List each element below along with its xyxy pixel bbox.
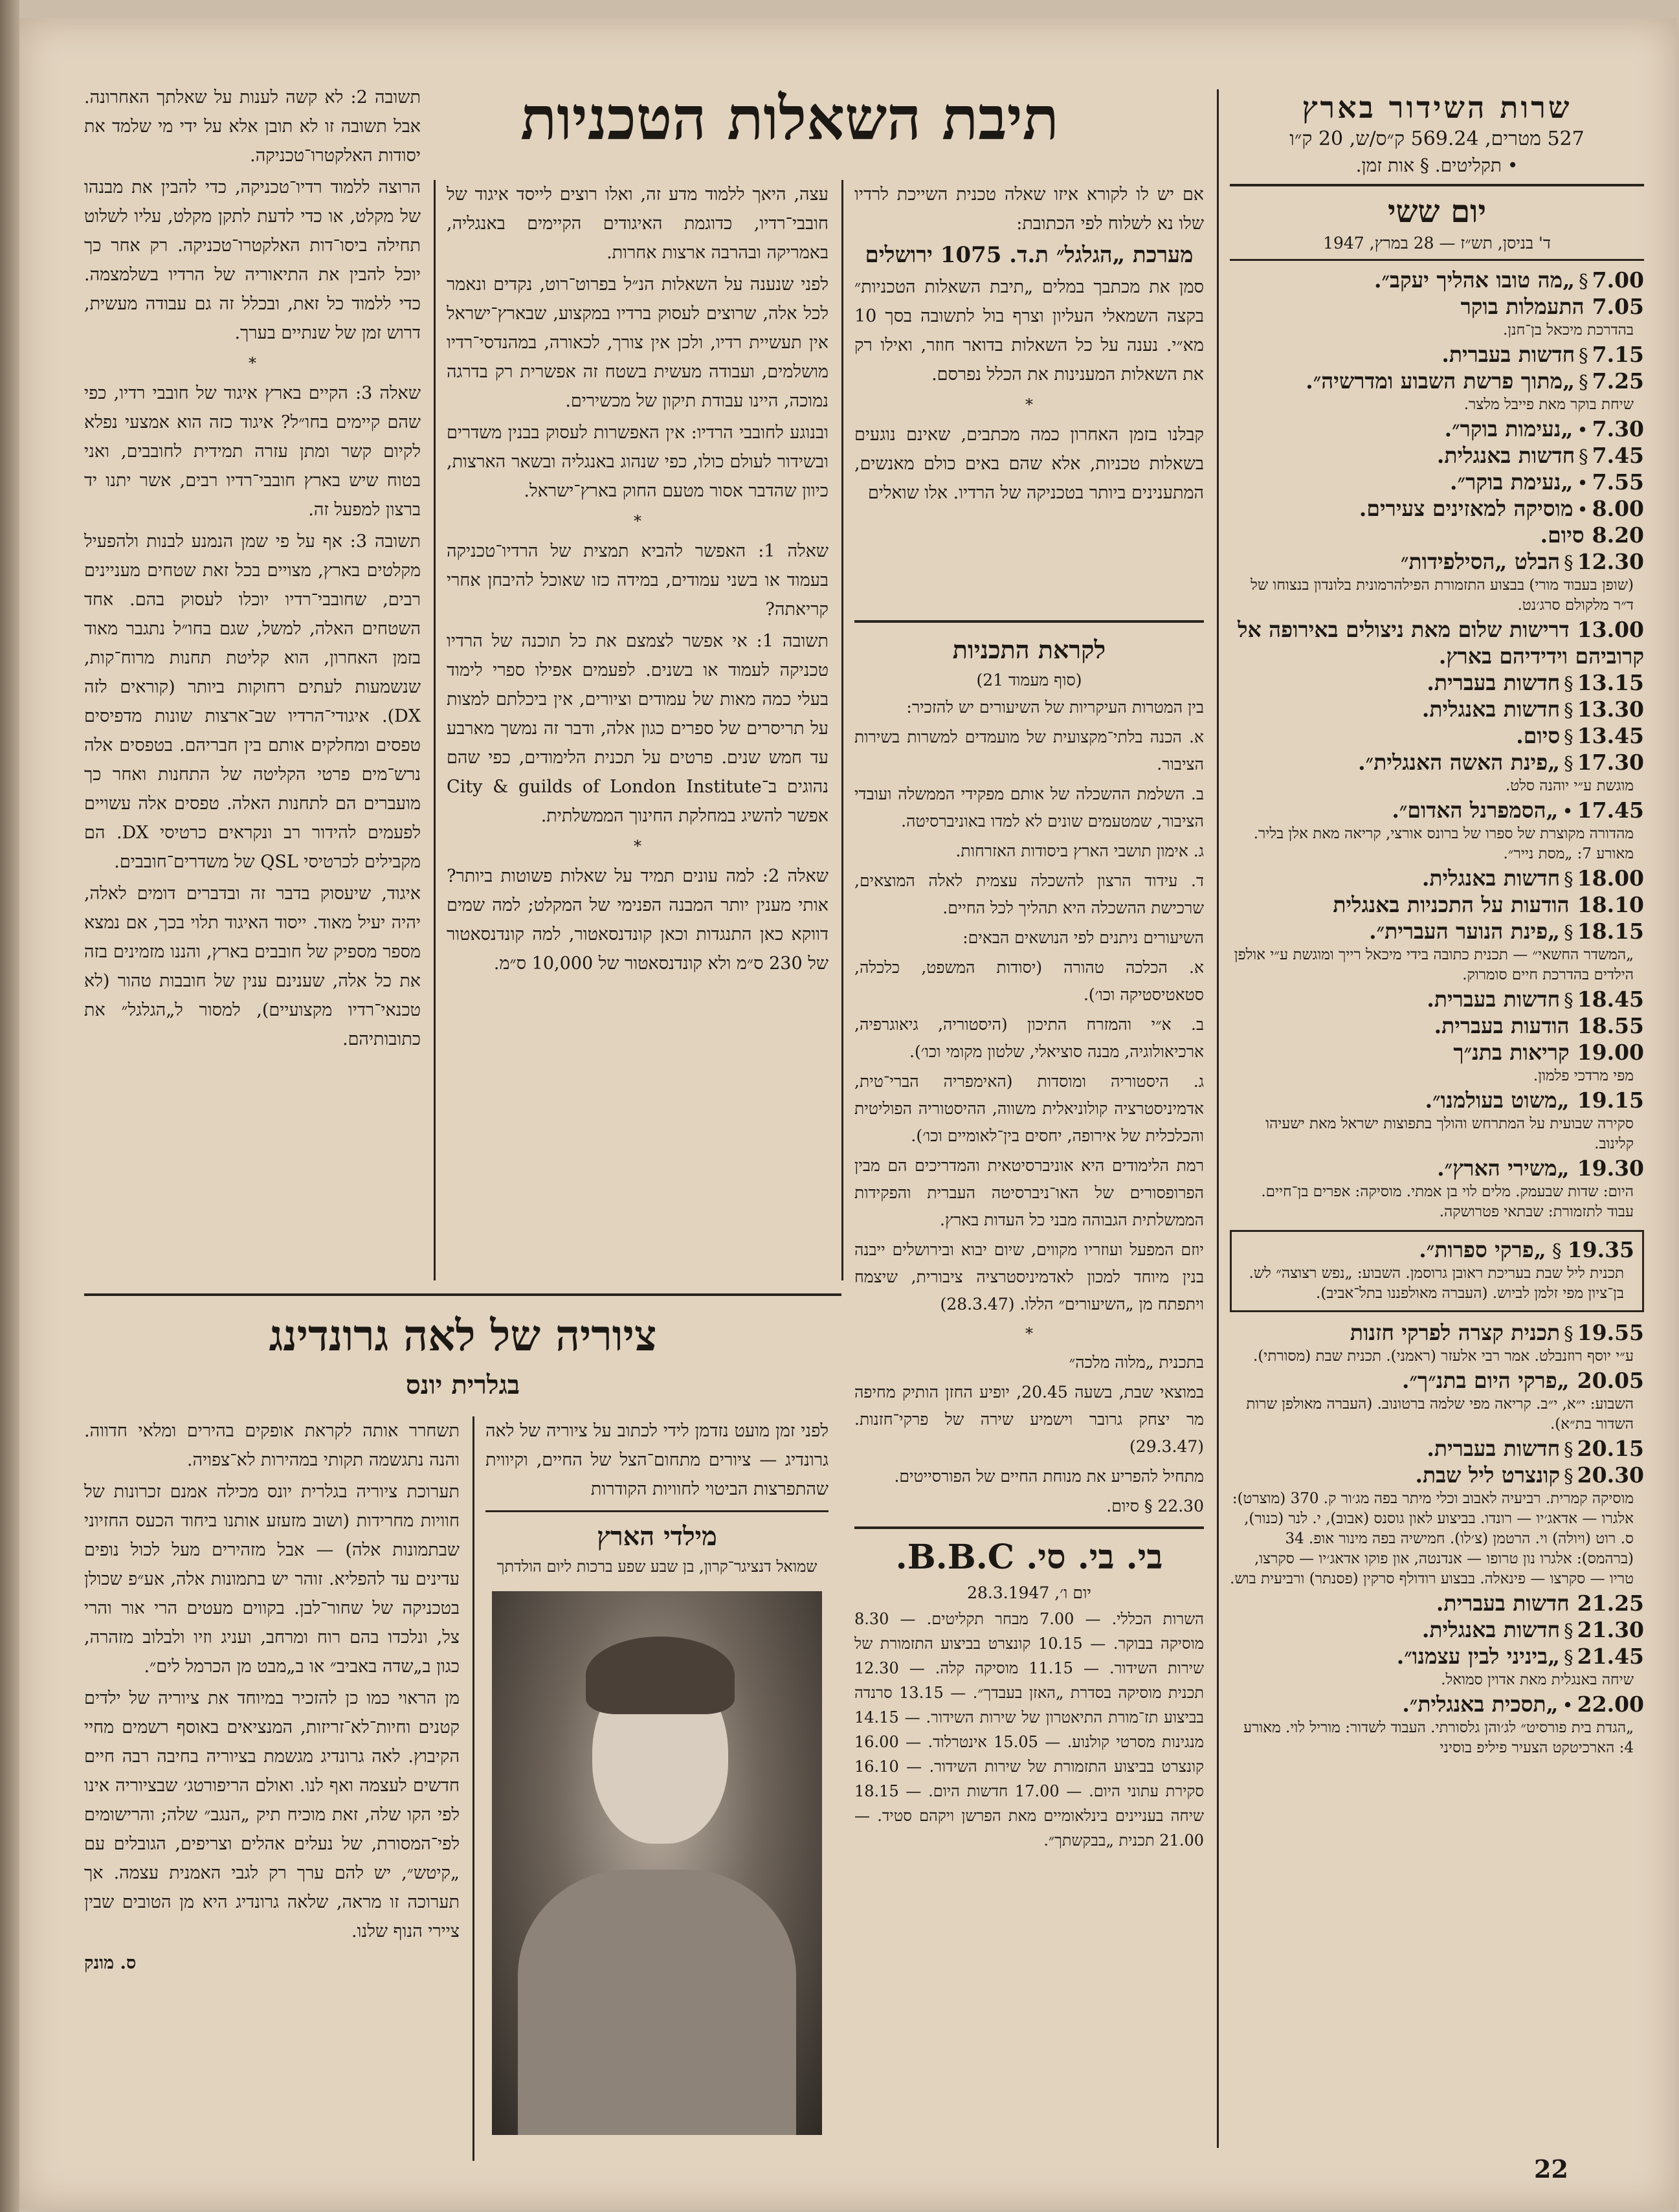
separator-star: * — [634, 837, 641, 855]
item-time: 7.25 — [1592, 368, 1644, 394]
separator-star: * — [1025, 1324, 1033, 1343]
education-title: לקראת התכניות — [952, 635, 1106, 664]
item-time: 13.45 — [1577, 723, 1644, 748]
education-para: בתכנית „מלוה מלכה״ — [1069, 1353, 1204, 1372]
child-sweater — [518, 1870, 796, 2135]
item-time: 21.45 — [1577, 1644, 1644, 1669]
item-time: 7.45 — [1592, 443, 1644, 468]
item-time: 20.05 — [1577, 1368, 1644, 1393]
item-detail: בהדרכת מיכאל בן־חנן. — [1502, 322, 1634, 339]
item-mark: § — [1564, 1465, 1573, 1487]
schedule-item — [1230, 1368, 1644, 1394]
education-para: א. הכנה בלתי־מקצועית של מועמדים למשרות בשירות הציבור. — [854, 728, 1204, 774]
item-detail: מוסיקה קמרית. רביעיה לאבוב וכלי מיתר בפה מג׳ור ק. 370 (מוצרט): אלגרו — אדאג׳יו — רונדו. בביצוע לאון גוסנס (אבוב), י. לנר (כנור), ס. רוט (ויולה) וי. הרטמן (צ׳לו). חמישיה בפה מינור אופ. 34 (ברהמס): אלגרו נון טרופו — אנדנטה, און פוקו אדאג׳יו — סקרצו, טריו — סקרצו — פינאלה. בבצוע רודולף סרקין (פסנתר) ורביעית בוש. — [1230, 1490, 1634, 1587]
schedule-title: שרות השידור בארץ — [1302, 90, 1572, 125]
bbc-day: יום ו׳, — [1054, 1583, 1091, 1602]
bbc-date: 28.3.1947 — [967, 1583, 1050, 1602]
tech-para: עצה, היאך ללמוד מדע זה, ואלו רוצים לייסד איגוד של חובבי־רדיו, כדוגמת האיגודים הקיימים באנגליה, באמריקה ובהרבה ארצות אחרות. — [447, 184, 828, 263]
item-detail: היום: שדות שבעמק. מלים לוי בן אמתי. מוסיקה: אפרים בן־חיים. עבוד לתזמורת: שבתאי פטרושקה. — [1261, 1183, 1634, 1220]
tech-para: סמן את מכתבך במלים „תיבת השאלות הטכניות״ בקצה השמאלי העליון וצרף בול לתשובה בסך 10 מא״י. נענה על כל השאלות בדואר חוזר, ואילו רק את השאלות המענינות את הכלל נפרסם. — [854, 277, 1204, 385]
separator-star: * — [1025, 396, 1033, 414]
education-para: ב. א״י והמזרח התיכון (היסטוריה, גיאוגרפיה, ארכיאולוגיה, מבנה סוציאלי, שלטון מקומי וכו׳). — [854, 1015, 1204, 1061]
item-mark: § — [1564, 552, 1573, 574]
item-mark: § — [1564, 752, 1573, 774]
answer-2: תשובה 2: לא קשה לענות על שאלתך האחרונה. אבל תשובה זו לא תובן אלא על ידי מי שלמד את יסודות האלקטרו־טכניקה. — [84, 87, 421, 166]
column-rule — [434, 180, 436, 1280]
education-para: השיעורים ניתנים לפי הנושאים הבאים: — [962, 928, 1204, 947]
column-rule — [841, 180, 843, 1280]
item-mark: § — [1564, 921, 1573, 943]
column-rule — [1217, 89, 1219, 2148]
education-para: בין המטרות העיקריות של השיעורים יש להזכיר: — [906, 698, 1204, 717]
schedule-item — [1240, 1237, 1634, 1264]
tech-column-b — [447, 180, 828, 981]
item-time: 7.30 — [1592, 416, 1644, 441]
schedule-item — [1230, 1088, 1644, 1114]
item-detail: (שופן בעבוד מורי) בבצוע התזמורת הפילהרמונית בלונדון בנצוחו של ד״ר מלקולם סרג׳נט. — [1251, 577, 1634, 614]
art-title: ציוריה של לאה גרונדינג — [269, 1310, 657, 1361]
item-mark: § — [1564, 1620, 1573, 1642]
item-mark: § — [1564, 868, 1573, 890]
item-text: „מה טובו אהליך יעקב״. — [1374, 267, 1575, 293]
bbc-rule — [854, 1526, 1204, 1529]
item-text: סיום. — [1516, 723, 1561, 748]
item-text: חדשות באנגלית. — [1421, 697, 1561, 722]
item-text: „פינת האשה האנגלית״. — [1358, 750, 1561, 775]
item-mark: § — [1579, 371, 1588, 393]
item-text: הודעות על התכניות באנגלית — [1333, 892, 1570, 917]
item-mark: § — [1564, 699, 1573, 721]
item-text: דרישות שלום מאת ניצולים באירופה אל קרוביהם וידידיהם בארץ. — [1238, 617, 1644, 669]
bbc-dateline — [854, 1580, 1204, 1607]
item-mark: • — [1562, 800, 1573, 822]
item-time: 13.15 — [1577, 670, 1644, 695]
schedule-frequency: 527 מטרים, 569.24 ק״ס/ש, 20 ק״ו — [1289, 128, 1584, 150]
schedule-item — [1230, 697, 1644, 723]
item-text: מוסיקה למאזינים צעירים. — [1359, 496, 1573, 521]
schedule-item — [1230, 798, 1644, 824]
item-text: חדשות בעברית. — [1427, 670, 1561, 695]
item-mark: • — [1577, 472, 1588, 494]
education-para: מתחיל להפריע את מנוחת החיים של הפורסייטים. — [894, 1467, 1204, 1486]
item-text: „נעימות בוקר״. — [1444, 416, 1573, 441]
item-text: „משירי הארץ״. — [1437, 1156, 1570, 1181]
schedule-item — [1230, 267, 1644, 294]
item-detail: ע״י יוסף רוזנבלט. אמר רבי אלעזר (ראמני). תכנית שבת (מסורתי). — [1253, 1348, 1634, 1365]
item-text: „נעימת בוקר״. — [1450, 469, 1573, 495]
item-time: 8.20 — [1592, 522, 1644, 548]
schedule-list-2 — [1230, 1320, 1644, 1758]
schedule-item — [1230, 342, 1644, 368]
tech-address: מערכת „הגלגל״ ת.ד. 1075 ירושלים — [865, 242, 1194, 268]
tech-para: הרוצה ללמוד רדיו־טכניקה, כדי להבין את מבנהו של מקלט, או כדי לדעת לתקן מקלט, עליו לשלוט תחילה ביסו־דות האלקטרו־טכניקה. רק אחר כך יוכל להבין את התיאוריה של הרדיו בשלמצמה. כדי ללמוד כל זאת, ובכלל זה גם עבודה מעשית, דרוש זמן של שנתיים בערך. — [84, 177, 421, 343]
item-time: 20.30 — [1577, 1462, 1644, 1488]
tech-para: ובנוגע לחובבי הרדיו: אין האפשרות לעסוק בבנין משדרים ובשידור לעולם כולו, כפי שנהוג באנגליה ובשאר הארצות, כיוון שהדבר אסור מטעם החוק בארץ־ישראל. — [447, 423, 828, 501]
item-detail: השבוע: י״א, י״ב. קריאה מפי שלמה ברטונוב. (העברה מאולפן שרות השדור בת״א). — [1246, 1396, 1634, 1433]
item-text: הבלט „הסילפידות״ — [1401, 549, 1561, 574]
schedule-rule — [1230, 184, 1644, 186]
item-text: קריאות בתנ״ך — [1453, 1040, 1570, 1065]
education-paragraphs — [854, 694, 1204, 1520]
item-text: חדשות באנגלית. — [1436, 443, 1575, 468]
item-text: התעמלות בוקר — [1460, 294, 1584, 319]
separator-star: * — [249, 354, 256, 372]
schedule-item — [1230, 1462, 1644, 1489]
column-rule — [473, 1416, 474, 2161]
item-mark: § — [1564, 1438, 1573, 1460]
item-text: „תסכית באנגלית״. — [1402, 1692, 1559, 1717]
schedule-list — [1230, 267, 1644, 1222]
education-para: ד. עידוד הרצון להשכלה עצמית לאלה המוצאים, שרכישת ההשכלה היא תהליך לכל החיים. — [854, 871, 1204, 917]
item-text: „מתוך פרשת השבוע ומדרשיה״. — [1306, 368, 1575, 394]
schedule-item — [1230, 866, 1644, 892]
item-text: חדשות בעברית. — [1441, 342, 1575, 367]
item-time: 8.00 — [1592, 496, 1644, 521]
schedule-item — [1230, 496, 1644, 522]
schedule-item — [1230, 670, 1644, 697]
education-para: יוזם המפעל ועוזריו מקווים, שיום יבוא ובירושלים ייבנה בנין מיוחד למכון לאדמיניסטרציה ציבורית, שיצמח ויתפתח מן „השיעורים״ הללו. (28.3.47) — [854, 1240, 1204, 1313]
item-mark: § — [1564, 1323, 1573, 1345]
item-text: חדשות באנגלית. — [1421, 866, 1561, 891]
highlight-box — [1230, 1230, 1644, 1312]
item-text: הודעות בעברית. — [1434, 1013, 1570, 1038]
item-time: 21.30 — [1577, 1617, 1644, 1642]
item-text: „פרקי היום בתנ״ך״. — [1402, 1368, 1570, 1393]
item-text: „פרקי ספרות״. — [1419, 1237, 1546, 1262]
page-number: 22 — [1534, 2154, 1568, 2184]
art-author: ס. מונק — [84, 1953, 137, 1973]
item-time: 19.55 — [1577, 1320, 1644, 1345]
item-text: חדשות בעברית. — [1436, 1591, 1570, 1616]
section-rule — [854, 620, 1204, 623]
item-mark: § — [1564, 1646, 1573, 1668]
item-time: 7.05 — [1592, 294, 1644, 319]
child-hair — [586, 1637, 735, 1714]
item-time: 17.45 — [1577, 798, 1644, 823]
item-mark: • — [1577, 419, 1588, 441]
schedule-item — [1230, 1591, 1644, 1617]
item-text: סיום. — [1540, 522, 1584, 548]
radio-schedule-column — [1230, 89, 1644, 1760]
tech-para: לפני שנענה על השאלות הנ״ל בפרוט־רוט, נקדים ונאמר לכל אלה, שרוצים לעסוק ברדיו במקצוע, שבארץ־ישראל אין תעשיית רדיו, ולכן אין צורך, לכאורה, במהנדסי־רדיו מושלמים, ועבודה מעשית בשטח זה אפשרית רק בדרגה נמוכה, היינו עבודת תיקון של מכשירים. — [447, 274, 828, 411]
schedule-item — [1230, 368, 1644, 395]
schedule-item — [1230, 1436, 1644, 1462]
day-date: ד' בניסן, תש״ז — 28 במרץ, 1947 — [1323, 234, 1551, 252]
children-title: מילדי הארץ — [597, 1521, 717, 1552]
item-text: „משוט בעולמנו״. — [1425, 1088, 1570, 1113]
tech-column-c — [84, 83, 421, 1056]
tech-para: איגוד, שיעסוק בדבר זה ובדברים דומים לאלה, יהיה יעיל מאוד. ייסוד האיגוד תלוי בכך, אם נמצא מספר מספיק של חובבים בארץ, והננו מזמינים בזה את כל אלה, שענינם ענין של חובבות טהור (לא טכנאי־רדיו מקצועיים), למסור ל„הגלגל״ את כתובותיהם. — [84, 884, 421, 1049]
book-spine — [0, 0, 19, 2212]
item-detail: „המשדר החשאי״ — תכנית כתובה בידי מיכאל רייך ומוגשת ע״י אולפן הילדים בהדרכת חיים סומרוק. — [1234, 946, 1634, 983]
item-time: 19.00 — [1577, 1040, 1644, 1065]
item-mark: § — [1564, 673, 1573, 695]
main-title: תיבת השאלות הטכניות — [520, 84, 1059, 153]
education-para: ב. השלמת ההשכלה של אותם מפקידי הממשלה ועובדי הציבור, שמטעמים שונים לא למדו באוניברסיטה. — [854, 785, 1204, 831]
education-para: רמת הלימודים היא אוניברסיטאית והמדריכים הם מבין הפרופסורים של האו־ניברסיטה העברית והפקידות הממשלתית הגבוהה מבני כל העדות בארץ. — [854, 1156, 1204, 1229]
education-para: 22.30 § סיום. — [1106, 1497, 1204, 1515]
item-time: 7.15 — [1592, 342, 1644, 367]
art-column-a — [485, 1416, 828, 2135]
question-3: שאלה 3: הקיים בארץ איגוד של חובבי רדיו, כפי שהם קיימים בחו״ל? איגוד כזה הוא אמצעי נפלא לקיום קשר ומתן עזרה תמידית לחובבים, ואני בטוח שיש בארץ חובבי־רדיו רבים, אשר יתנו יד ברצון למפעל זה. — [84, 383, 421, 520]
schedule-item — [1230, 1617, 1644, 1644]
art-para: מן הראוי כמו כן להזכיר במיוחד את ציוריה של ילדים קטנים וחיות־לא־זריזות, המנציאים באוסף רשמים מחיי הקיבוץ. לאה גרונדיג מגשמת בציוריה בחיבה רבה חיים חדשים לעצמה ואף לנו. ואולם הריפורטג׳ שבציוריה אינו לפי הקו שלה, זאת מוכיח תיק „הנגב״ שלה; והרישומים לפי־המסורת, של נעלים אהלים וצריפים, הגובלים עם „קיטש״, יש להם ערך רק לגבי האמנית עצמה. אך תערוכה זו מראה, שלאה גרונדיג היא מן הטובים שבין ציירי הנוף שלנו. — [84, 1688, 460, 1941]
item-text: חדשות באנגלית. — [1421, 1617, 1561, 1642]
day-title: יום ששי — [1387, 194, 1487, 230]
item-time: 13.30 — [1577, 697, 1644, 722]
children-caption: שמואל דנציגר־קרון, בן שבע שפע ברכות ליום הולדתך — [496, 1558, 817, 1576]
item-text: חדשות בעברית. — [1427, 987, 1561, 1012]
answer-3: תשובה 3: אף על פי שמן הנמנע לבנות ולהפעיל מקלטים בארץ, מצויים בכל זאת שטחים מעניינים רבים, שחובבי־רדיו יוכלו לעסוק בהם. אחד השטחים האלה, למשל, שגם בחו״ל נתגבר מאוד בזמן האחרון, הוא קליטת תחנות מרוח־קות, שנשמעות לעתים רחוקות ביותר (קוראים לזה DX). איגודי־הרדיו שב־ארצות שונות מדפיסים טפסים ומחלקים אותם בין חבריהם. בטפסים אלה נרש־מים פרטי הקליטה של התחנות ואחר כך מועברים הם לתחנות האלה. טפסים אלה עשויים לפעמים להידור רב ונקראים כרטיסי DX. הם מקבילים לכרטיסי QSL של משדרים־חובבים. — [84, 531, 421, 872]
schedule-item — [1230, 1644, 1644, 1670]
schedule-item — [1230, 443, 1644, 469]
item-mark: § — [1564, 989, 1573, 1011]
item-detail: מפי מרדכי פלמון. — [1533, 1067, 1634, 1084]
answer-1: תשובה 1: אי אפשר לצמצם את כל תוכנה של הרדיו טכניקה לעמוד או בשנים. לפעמים אפילו ספרי לימוד בעלי כמה מאות של עמודים וציורים, אין ביכלתם למצות על תריסרים של ספרים כגון אלה, ודבר זה נמשך מארבע עד חמש שנים. פרטים על תכנית הלימודים, כפי שהם נהוגים ב־City & guilds of London Institute אפשר להשיג במחלקת החינוך הממשלתית. — [447, 631, 828, 826]
item-time: 12.30 — [1577, 549, 1644, 574]
schedule-item — [1230, 1156, 1644, 1182]
item-time: 18.15 — [1577, 919, 1644, 944]
item-text: „פינת הנוער העברית״. — [1369, 919, 1561, 944]
item-detail: מוגשת ע״י יוהנה סלט. — [1505, 777, 1634, 794]
art-subtitle: בגלרית יונס — [405, 1370, 520, 1400]
item-time: 13.00 — [1577, 617, 1644, 642]
bbc-title: בי. בי. סי. B.B.C. — [895, 1537, 1163, 1577]
item-time: 18.55 — [1577, 1013, 1644, 1038]
art-intro: לפני זמן מועט נזדמן לידי לכתוב על ציוריה של לאה גרונדיג — ציורים מתחום־הצל של החיים, וקיווית שהתפרצות הביטוי לחוויות הקודרות — [485, 1421, 828, 1499]
schedule-item — [1230, 892, 1644, 919]
date-rule — [1230, 259, 1644, 261]
section-rule — [84, 1293, 841, 1296]
schedule-item — [1230, 294, 1644, 320]
schedule-item — [1230, 987, 1644, 1013]
item-time: 7.00 — [1592, 267, 1644, 293]
schedule-item — [1230, 522, 1644, 549]
education-para: ג. אימון תושבי הארץ ביסודות האזרחות. — [955, 842, 1204, 860]
item-text: תכנית קצרה לפרקי חזנות — [1350, 1320, 1561, 1345]
item-time: 17.30 — [1577, 750, 1644, 775]
schedule-item — [1230, 1040, 1644, 1066]
item-mark: § — [1579, 445, 1588, 467]
item-mark: § — [1579, 270, 1588, 292]
schedule-item — [1230, 1320, 1644, 1346]
education-column — [854, 633, 1204, 1855]
schedule-item — [1230, 469, 1644, 496]
education-subtitle: (סוף מעמוד 21) — [976, 671, 1082, 689]
item-detail: תכנית ליל שבת בעריכת ראובן גרוסמן. השבוע: „נפש רצוצה״ לש. בן־ציון מפי זלמן לביוש. (העברה מאולפננו בתל־אביב). — [1249, 1265, 1624, 1302]
item-detail: שיחה באנגלית מאת אדוין סמואל. — [1441, 1671, 1634, 1688]
education-para: א. הכלכה טהורה (יסודות המשפט, כלכלה, סטאטיסטיקה וכו׳). — [854, 958, 1204, 1004]
schedule-item — [1230, 750, 1644, 776]
item-time: 18.00 — [1577, 866, 1644, 891]
education-para: במוצאי שבת, בשעה 20.45, יופיע החזן הותיק מחיפה מר יצחק גרובר וישמיע שירה של פרקי־חזנות. (29.3.47) — [854, 1383, 1205, 1456]
item-time: 18.45 — [1577, 987, 1644, 1012]
item-text: „ביניני לבין עצמנו״. — [1396, 1644, 1561, 1669]
newspaper-page — [19, 18, 1676, 2209]
schedule-legend: • תקליטים. § אות זמן. — [1355, 155, 1518, 176]
item-detail: סקירה שבועית על המתרחש והולך בתפוצות ישראל מאת ישעיהו קלינוב. — [1265, 1115, 1634, 1152]
item-mark: § — [1564, 726, 1573, 748]
schedule-item — [1230, 1013, 1644, 1040]
item-text: חדשות בעברית. — [1427, 1436, 1561, 1461]
education-para: ג. היסטוריה ומוסדות (האימפריה הברי־טית, אדמיניסטרציה קולוניאלית משווה, ההיסטוריה הפוליטית והכלכלית של אירופה, יחסים בין־לאומיים וכו׳). — [854, 1072, 1204, 1145]
schedule-item — [1230, 1692, 1644, 1718]
separator-star: * — [634, 512, 641, 530]
item-time: 19.15 — [1577, 1088, 1644, 1113]
schedule-item — [1230, 617, 1644, 670]
item-time: 21.25 — [1577, 1591, 1644, 1616]
art-column-b — [84, 1416, 460, 1980]
item-mark: • — [1577, 498, 1588, 520]
child-photo — [492, 1591, 822, 2135]
bbc-text: השרות הכללי. — 7.00 מבחר תקליטים. — 8.30 מוסיקה בבוקר. — 10.15 קונצרט בביצוע התזמורת של שירות השידור. — 11.15 מוסיקה קלה. — 12.30 תכנית מוסיקה בסדרת „האזן בעבדך״. — 13.15 סרנדה בביצוע תז־מורת התיאטרון של שירות השידור. — 14.15 מנגינות מסרטי קולנוע. — 15.05 אינטרלוד. — 16.00 קונצרט בביצוע התזמורת של שירות השידור. — 16.10 סקירת עתוני היום. — 17.00 חדשות היום. — 18.15 שיחה בעניינים בינלאומיים מאת הפרשן ויקהם סטיד. — 21.00 תכנית „בבקשתך״. — [854, 1610, 1205, 1849]
item-mark: § — [1579, 344, 1588, 366]
item-detail: „הגדת בית פורסיט״ לג׳והן גלסורתי. העבוד לשדור: מוריל לוי. מאורע 4: הארכיטקט הצעיר פיליפ בוסיני — [1243, 1719, 1634, 1756]
tech-column-a — [854, 180, 1204, 510]
item-mark: § — [1551, 1240, 1562, 1262]
item-text: „הסמפרנל האדום״. — [1392, 798, 1559, 823]
schedule-item — [1230, 416, 1644, 443]
question-2: שאלה 2: למה עונים תמיד על שאלות פשוטות ביותר? אותי מענין יותר המבנה הפנימי של המקלט; למה שמים דווקא כאן התנגדות וכאן קונדנסאטור, למה קונדנסאטור של 230 ס״מ ולא קונדנסאטור של 10,000 ס״מ. — [447, 866, 828, 974]
tech-para: קבלנו בזמן האחרון כמה מכתבים, שאינם נוגעים בשאלות טכניות, אלא שהם באים כולם מאנשים, המתענינים ביותר בטכניקה של הרדיו. אלו שואלים — [854, 425, 1204, 503]
item-detail: שיחת בוקר מאת פייבל מלצר. — [1463, 396, 1634, 413]
item-time: 20.15 — [1577, 1436, 1644, 1461]
schedule-item — [1230, 723, 1644, 750]
item-time: 19.35 — [1567, 1237, 1634, 1262]
schedule-item — [1230, 549, 1644, 575]
item-time: 19.30 — [1577, 1156, 1644, 1181]
art-para: תשחרר אותה לקראת אופקים בהירים ומלאי חדווה. והנה נתגשמה תקותי במהירות לא־צפויה. — [84, 1421, 460, 1470]
item-time: 7.55 — [1592, 469, 1644, 495]
schedule-item — [1230, 919, 1644, 945]
children-rule — [485, 1510, 828, 1512]
tech-para: אם יש לו לקורא איזו שאלה טכנית השייכת לרדיו שלו נא לשלוח לפי הכתובת: — [854, 184, 1204, 234]
item-detail: מהדורה מקוצרת של ספרו של ברונס אורצי, קריאה מאת אלן בליר. מאורע 7: „מסת נייר״. — [1253, 825, 1634, 862]
item-mark: • — [1562, 1694, 1573, 1716]
art-para: תערוכת ציוריה בגלרית יונס מכילה אמנם זכרונות של חוויות מחרידות (ושוב מזעזע אותנו ביחוד הכעס החזיוני שבתמונות אלה) — אבל מזהירים מעל לכול נופים עדינים עד להפליא. זוהר יש בתמונות אלה, אע״פ שכולן בטכניקה של שחור־לבן. בקווים מעטים הרי אור והרי צל, ונלכדו בהם רוח ומרחב, ועניג וזיו ולבלוב מזהרה, כגון ב„שדה באביב״ או ב„מבט מן הכרמל לים״. — [84, 1482, 460, 1677]
item-text: קונצרט ליל שבת. — [1415, 1462, 1561, 1488]
question-1: שאלה 1: האפשר להביא תמצית של הרדיו־טכניקה בעמוד או בשני עמודים, במידה כזו שאוכל להיבחן אחרי קריאתה? — [447, 541, 829, 620]
item-time: 18.10 — [1577, 892, 1644, 917]
item-time: 22.00 — [1577, 1692, 1644, 1717]
